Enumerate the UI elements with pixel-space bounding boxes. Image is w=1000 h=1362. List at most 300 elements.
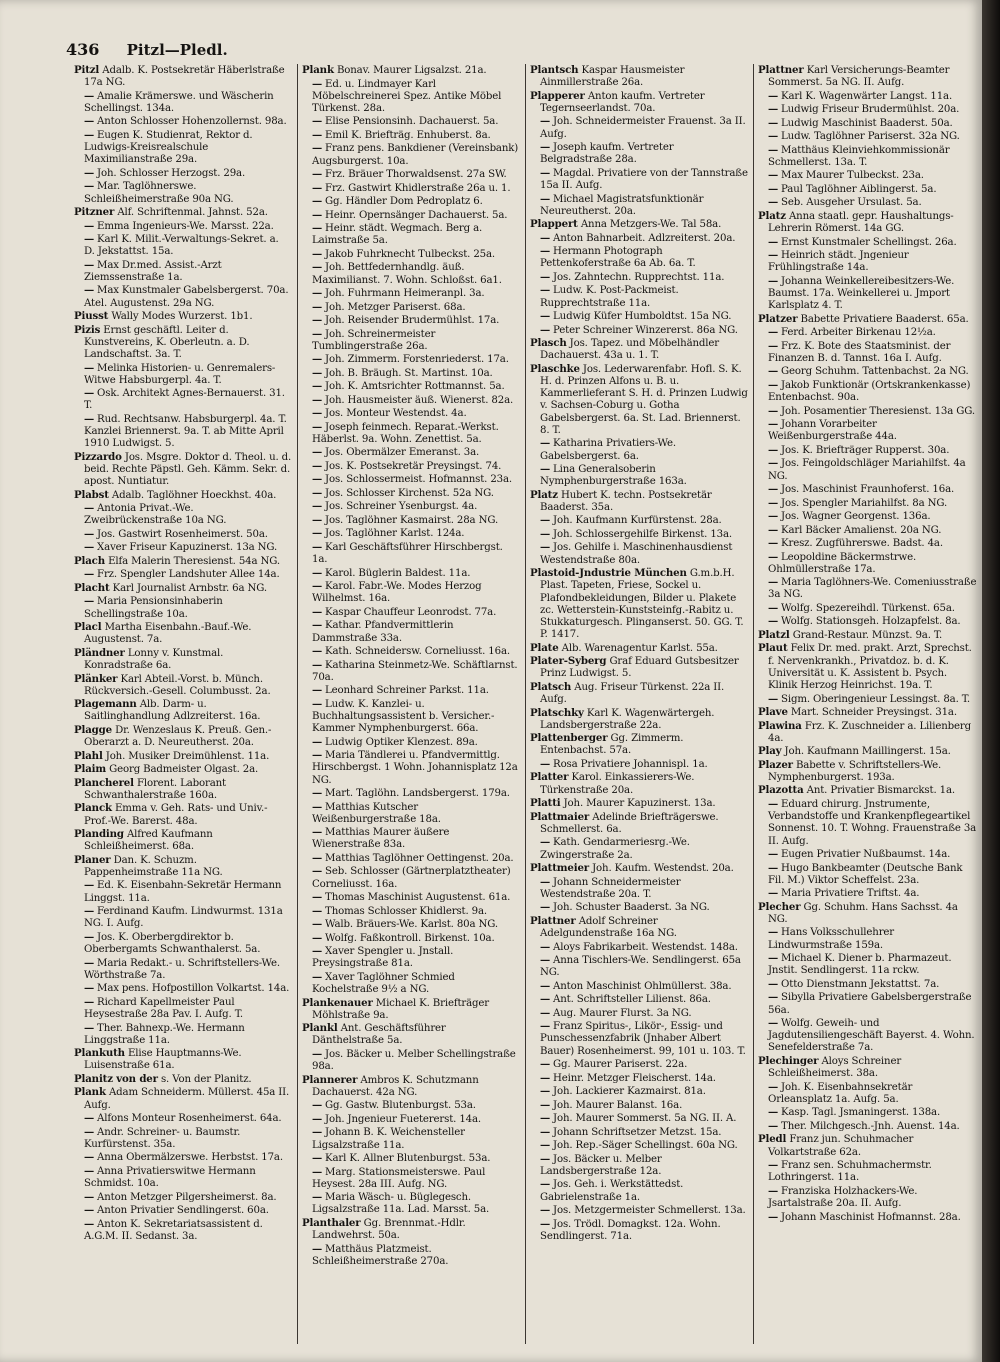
directory-entry [758,926,979,951]
entry-surname: Platti [530,797,561,810]
entry-details: Joh. Schuster Baaderst. 3a NG. [553,902,710,914]
entry-details: Lina Generalsoberin Nymphenburgerstraße 163a. [540,464,687,488]
directory-entry [74,115,292,128]
ditto-dash: — [768,235,779,248]
entry-details: Franz jun. Schuhmacher Volkartstraße 62a. [768,1134,914,1158]
entry-details: Leonhard Schreiner Parkst. 11a. [325,685,489,697]
entry-details: Jos. Msgre. Doktor d. Theol. u. d. beid. Rechte Päpstl. Geh. Kämm. Sekr. d. apost. Nuntiatur. [84,451,292,488]
ditto-dash: — [768,365,779,378]
directory-entry [302,1166,520,1191]
entry-details: Emma v. Geh. Rats- und Univ.-Prof.-We. Barerst. 48a. [84,803,268,827]
entry-details: Joh. Kaufm. Westendst. 20a. [592,863,734,875]
directory-entry [74,698,292,723]
ditto-dash: — [312,918,323,931]
ditto-dash: — [540,1125,551,1138]
directory-entry [74,582,292,595]
ditto-dash: — [84,1164,95,1177]
ditto-dash: — [312,142,323,155]
entry-details: Anton Bahnarbeit. Adlzreiterst. 20a. [553,232,736,244]
ditto-dash: — [768,601,779,614]
entry-details: Anton kaufm. Vertreter Tegernseerlandst. 70a. [540,90,705,114]
entry-details: Adolf Schreiner Adelgundenstraße 16a NG. [540,915,677,939]
entry-details: Adelinde Briefträgerswe. Schmellerst. 6a. [540,811,719,835]
entry-details: Sibylla Privatiere Gabelsbergerstraße 56a. [768,992,972,1016]
entry-details: Jos. Metzgermeister Schmellerst. 13a. [553,1205,746,1217]
entry-details: Joseph feinmech. Reparat.-Werkst. Häberlst. 9a. Wohn. Zenettist. 5a. [312,421,499,445]
ditto-dash: — [312,540,323,553]
entry-details: Jos. K. Briefträger Rupperst. 30a. [781,444,950,456]
ditto-dash: — [312,749,323,762]
entry-details: Anna Tischlers-We. Sendlingerst. 65a NG. [540,955,741,979]
entry-details: Karl Geschäftsführer Hirschbergst. 1a. [312,541,503,566]
entry-details: Jos. Gehilfe i. Maschinenhausdienst Westendstraße 80a. [540,542,733,566]
entry-details: Adalb. K. Postsekretär Häberlstraße 17a NG. [84,65,285,89]
ditto-dash: — [84,905,95,918]
directory-entry [302,182,520,195]
entry-details: Alb. Warenagentur Karlst. 55a. [561,642,718,654]
directory-entry [530,1007,748,1020]
ditto-dash: — [84,995,95,1008]
directory-entry [74,1112,292,1125]
ditto-dash: — [312,287,323,300]
directory-entry [530,541,748,566]
entry-surname: Planitz von der [74,1072,158,1085]
ditto-dash: — [540,1058,551,1071]
entry-details: Joh. Hausmeister äuß. Wienerst. 82a. [325,394,514,406]
directory-entry [302,1099,520,1112]
entry-details: Franz sen. Schuhmachermstr. Lothringerst. 11a. [768,1160,932,1184]
entry-details: Mar. Taglöhnerswe. Schleißheimerstraße 90a NG. [84,181,234,205]
ditto-dash: — [312,446,323,459]
entry-surname: Planding [74,828,124,841]
entry-details: Joh. K. Amtsrichter Rottmannst. 5a. [325,381,505,393]
directory-entry [302,460,520,473]
entry-details: Rosa Privatiere Johannispl. 1a. [553,758,708,770]
ditto-dash: — [540,310,551,323]
entry-details: Johann B. K. Weichensteller Ligsalzstraße 11a. [312,1127,465,1151]
directory-entry [530,1153,748,1178]
directory-entry [74,233,292,258]
directory-entry [74,167,292,180]
directory-entry [530,1020,748,1058]
entry-details: Jos. Tapez. und Möbelhändler Dachauerst. 43a u. 1. T. [540,338,719,362]
directory-entry [530,655,748,680]
entry-details: Joh. Fuhrmann Heimeranpl. 3a. [325,288,485,300]
directory-entry [302,527,520,540]
directory-entry [530,489,748,514]
entry-surname: Plagemann [74,698,137,711]
ditto-dash: — [312,1152,323,1165]
entry-details: Joh. Musiker Dreimühlenst. 11a. [105,750,270,762]
directory-entry [302,1152,520,1165]
entry-details: Jos. Feingoldschläger Mariahilfst. 4a NG. [768,458,966,482]
directory-entry [758,551,979,576]
entry-details: Georg Badmeister Olgast. 2a. [109,764,259,776]
entry-details: Frz. Spengler Landshuter Allee 14a. [97,569,280,581]
directory-entry [758,642,979,692]
directory-entry [530,771,748,796]
directory-entry [758,629,979,642]
entry-details: Joh. Lackierer Kazmairst. 81a. [553,1086,706,1098]
columns-container [74,64,979,1354]
ditto-dash: — [84,1190,95,1203]
directory-entry [74,324,292,362]
directory-entry [758,1120,979,1133]
directory-entry [302,1243,520,1268]
ditto-dash: — [312,327,323,340]
entry-details: Marg. Stationsmeisterswe. Paul Heysest. 28a III. Aufg. NG. [312,1166,486,1190]
ditto-dash: — [768,1119,779,1132]
directory-entry [74,1126,292,1151]
entry-details: Joh. Bettfedernhandlg. äuß. Maximilianst. 7. Wohn. Schloßst. 6a1. [312,262,502,286]
entry-details: Matthias Maurer äußere Wienerstraße 83a. [312,827,450,851]
entry-details: Jos. Schlosser Kirchenst. 52a NG. [325,487,494,499]
entry-details: Hugo Bankbeamter (Deutsche Bank Fil. M.) Viktor Scheffelst. 23a. [768,862,963,886]
ditto-dash: — [84,115,95,128]
directory-entry [758,103,979,116]
ditto-dash: — [540,1139,551,1152]
ditto-dash: — [768,339,779,352]
entry-details: Johanna Weinkellereibesitzers-We. Baumst. 17a. Weinkellerei u. Jmport Karlsplatz 4. T. [768,275,955,312]
ditto-dash: — [768,89,779,102]
entry-details: Joh. Kaufmann Maillingerst. 15a. [784,746,951,758]
entry-details: Matthias Taglöhner Oettingenst. 20a. [325,852,514,864]
entry-details: Kasp. Tagl. Jsmaningerst. 138a. [781,1107,941,1119]
ditto-dash: — [768,1210,779,1223]
ditto-dash: — [768,1159,779,1172]
directory-entry [74,451,292,489]
directory-entry [74,982,292,995]
directory-entry [74,1191,292,1204]
directory-entry [74,180,292,205]
ditto-dash: — [312,128,323,141]
directory-entry [758,706,979,719]
entry-details: Franziska Holzhackers-We. Jsartalstraße 20a. II. Aufg. [768,1185,918,1209]
entry-details: Jos. Taglöhner Kasmairst. 28a NG. [325,514,499,526]
entry-surname: Plaim [74,763,107,776]
ditto-dash: — [84,502,95,515]
entry-details: Jos. Maschinist Fraunhoferst. 16a. [781,484,955,496]
entry-details: Karl Abteil.-Vorst. b. Münch. Rückversich.-Gesell. Columbusst. 2a. [84,673,271,697]
ditto-dash: — [768,103,779,116]
directory-entry [758,576,979,601]
directory-entry [530,980,748,993]
directory-entry [302,394,520,407]
ditto-dash: — [84,982,95,995]
directory-entry [302,328,520,353]
directory-entry [74,206,292,219]
ditto-dash: — [312,619,323,632]
entry-details: Johann Schriftsetzer Metzst. 15a. [553,1126,722,1138]
directory-entry [74,129,292,167]
entry-details: Ferdinand Kaufm. Lindwurmst. 131a NG. I. Aufg. [84,906,283,930]
directory-entry [758,991,979,1016]
ditto-dash: — [312,486,323,499]
entry-details: Heinr. städt. Wegmach. Berg a. Laimstraße 5a. [312,223,483,247]
ditto-dash: — [540,514,551,527]
entry-surname: Placht [74,581,110,594]
directory-entry [758,130,979,143]
ditto-dash: — [540,231,551,244]
entry-details: Joh. Schlosser Herzogst. 29a. [97,167,246,179]
directory-entry [74,284,292,309]
entry-details: Michael K. Diener b. Pharmazeut. Jnstit. Sendlingerst. 11a rckw. [768,953,952,977]
ditto-dash: — [312,420,323,433]
directory-entry [530,836,748,861]
entry-details: Elise Pensionsinh. Dachauerst. 5a. [325,116,499,128]
book-edge [982,0,1000,1362]
directory-entry [758,759,979,784]
entry-details: Karl K. Milit.-Verwaltungs-Sekret. a. D. Jekstattst. 15a. [84,234,279,258]
ditto-dash: — [540,1217,551,1230]
entry-details: Peter Schreiner Winzererst. 86a NG. [553,324,738,336]
entry-surname: Plattenberger [530,732,608,745]
directory-entry [758,784,979,797]
ditto-dash: — [768,952,779,965]
directory-entry [74,931,292,956]
entry-details: Frz. Bräuer Thorwaldsenst. 27a SW. [325,169,507,181]
entry-surname: Plattmaier [530,810,590,823]
column-2 [302,64,520,1354]
directory-entry [530,1126,748,1139]
ditto-dash: — [540,1204,551,1217]
entry-details: Grand-Restaur. Münzst. 9a. T. [792,629,943,641]
entry-details: Ludw. Taglöhner Pariserst. 32a NG. [781,131,960,143]
ditto-dash: — [540,437,551,450]
entry-details: Joh. Maurer Kapuzinerst. 13a. [563,798,716,810]
entry-surname: Plattmeier [530,862,590,875]
ditto-dash: — [540,192,551,205]
ditto-dash: — [768,615,779,628]
entry-details: Aug. Maurer Flurst. 3a NG. [553,1007,692,1019]
ditto-dash: — [540,323,551,336]
entry-details: Dan. K. Schuzm. Pappenheimstraße 11a NG. [84,854,223,878]
directory-entry [530,811,748,836]
ditto-dash: — [312,393,323,406]
entry-details: Ludw. K. Post-Packmeist. Rupprechtstraße 11a. [540,285,679,309]
directory-entry [530,363,748,437]
directory-entry [530,232,748,245]
ditto-dash: — [84,412,95,425]
directory-entry [530,797,748,810]
column-3 [530,64,748,1354]
directory-entry [530,993,748,1006]
directory-entry [302,1126,520,1151]
directory-entry [758,497,979,510]
ditto-dash: — [768,523,779,536]
ditto-dash: — [312,735,323,748]
entry-surname: Plaschke [530,362,580,375]
entry-details: Wally Modes Wurzerst. 1b1. [111,311,253,323]
directory-entry [758,952,979,977]
directory-entry [302,287,520,300]
directory-entry [74,1165,292,1190]
ditto-dash: — [312,77,323,90]
ditto-dash: — [84,361,95,374]
directory-entry [302,142,520,167]
ditto-dash: — [768,1184,779,1197]
ditto-dash: — [312,1047,323,1060]
directory-entry [74,362,292,387]
entry-details: Lonny v. Kunstmal. Konradstraße 6a. [84,647,224,672]
ditto-dash: — [540,940,551,953]
entry-surname: Plecher [758,900,801,913]
entry-details: Anton Schlosser Hohenzollernst. 98a. [97,116,287,128]
entry-details: Maria Pensionsinhaberin Schellingstraße 10a. [84,596,223,620]
entry-details: Johann Maschinist Hofmannst. 28a. [781,1211,961,1223]
entry-details: Dr. Wenzeslaus K. Preuß. Gen.-Oberarzt a. D. Neureutherst. 20a. [84,724,272,749]
entry-details: Jos. K. Postsekretär Preysingst. 74. [325,460,502,472]
entry-details: Alfons Monteur Rosenheimerst. 64a. [97,1113,282,1125]
entry-details: Ant. Geschäftsführer Dänthelstraße 5a. [312,1023,446,1047]
entry-details: Elise Hauptmanns-We. Luisenstraße 61a. [84,1048,242,1072]
entry-details: Max pens. Hofpostillon Volkartst. 14a. [97,983,290,995]
entry-surname: Plastoid-Jndustrie München [530,567,687,580]
ditto-dash: — [312,580,323,593]
column-divider [297,64,298,1344]
directory-entry [530,642,748,655]
directory-entry [530,876,748,901]
entry-details: Karl Versicherungs-Beamter Sommerst. 5a NG. II. Aufg. [768,65,950,89]
directory-entry [530,915,748,940]
entry-details: Jos. K. Oberbergdirektor b. Oberbergamts Schwanthalerst. 5a. [84,931,261,956]
entry-details: Magdal. Privatiere von der Tannstraße 15a II. Aufg. [540,167,748,192]
directory-entry [302,248,520,261]
directory-entry [302,1217,520,1242]
entry-details: Hubert K. techn. Postsekretär Baaderst. 35a. [540,489,712,513]
directory-entry [530,337,748,362]
directory-entry [530,1085,748,1098]
directory-entry [74,647,292,672]
ditto-dash: — [540,875,551,888]
entry-details: Karl Bäcker Amalienst. 20a NG. [781,524,942,536]
entry-details: Eugen K. Studienrat, Rektor d. Ludwigs-Kreisrealschule Maximilianstraße 29a. [84,129,253,166]
ditto-dash: — [312,473,323,486]
entry-surname: Plasch [530,337,567,350]
entry-details: Jos. Spengler Mariahilfst. 8a NG. [781,497,948,509]
directory-entry [74,90,292,115]
entry-details: s. Von der Planitz. [160,1073,252,1085]
entry-surname: Platzl [758,628,790,641]
entry-surname: Pledl [758,1133,787,1146]
ditto-dash: — [312,684,323,697]
directory-entry [758,117,979,130]
ditto-dash: — [768,848,779,861]
ditto-dash: — [312,1112,323,1125]
directory-entry [758,275,979,313]
entry-details: Ludwig Maschinist Baaderst. 50a. [781,117,953,129]
entry-surname: Platzer [758,312,798,325]
entry-details: Wolfg. Stationsgeh. Holzapfelst. 8a. [781,616,961,628]
ditto-dash: — [768,692,779,705]
directory-entry [530,310,748,323]
entry-details: Karl K. Wagenwärtergeh. Landsbergerstraße 22a. [540,707,715,731]
directory-entry [302,314,520,327]
directory-entry [530,1178,748,1203]
ditto-dash: — [312,800,323,813]
entry-details: Maria Redakt.- u. Schriftstellers-We. Wörthstraße 7a. [84,957,280,981]
entry-details: Alb. Darm- u. Saitlinghandlung Adlzreiterst. 16a. [84,699,261,723]
ditto-dash: — [312,353,323,366]
directory-entry [302,421,520,446]
directory-entry [74,387,292,412]
directory-entry [302,446,520,459]
entry-details: Katharina Steinmetz-We. Schäftlarnst. 70a. [312,659,518,683]
entry-details: Heinr. Opernsänger Dachauerst. 5a. [325,209,508,221]
entry-details: Ther. Bahnexp.-We. Hermann Linggstraße 11a. [84,1022,245,1046]
ditto-dash: — [768,378,779,391]
entry-details: Kath. Gendarmeriesrg.-We. Zwingerstraße 2a. [540,837,690,861]
entry-details: Ed. K. Eisenbahn-Sekretär Hermann Linggst. 11a. [84,880,282,904]
entry-details: Anna staatl. gepr. Haushaltungs-Lehrerin Römerst. 14a GG. [768,210,954,235]
entry-details: Karl Journalist Arnbstr. 6a NG. [112,582,267,594]
directory-entry [74,568,292,581]
directory-entry [530,284,748,309]
entry-details: Joh. Kaufmann Kurfürstenst. 28a. [553,515,722,527]
directory-entry [758,483,979,496]
directory-entry [530,271,748,284]
ditto-dash: — [768,991,779,1004]
ditto-dash: — [84,233,95,246]
directory-entry [302,619,520,644]
entry-details: Joh. Zimmerm. Forstenriederst. 17a. [325,354,509,366]
ditto-dash: — [768,1080,779,1093]
entry-details: Jos. Gastwirt Rosenheimerst. 50a. [97,528,268,540]
directory-entry [530,732,748,757]
entry-details: Karol. Einkassierers-We. Türkenstraße 20a. [540,772,695,796]
ditto-dash: — [84,1204,95,1217]
ditto-dash: — [312,181,323,194]
running-head: Pitzl—Pledl. [126,41,228,59]
ditto-dash: — [84,930,95,943]
entry-details: Johann Vorarbeiter Weißenburgerstraße 44a. [768,419,897,443]
ditto-dash: — [540,245,551,258]
entry-surname: Plank [74,1086,106,1099]
directory-entry [758,862,979,887]
ditto-dash: — [84,219,95,232]
ditto-dash: — [768,510,779,523]
directory-entry [530,1218,748,1243]
ditto-dash: — [540,757,551,770]
directory-entry [758,1211,979,1224]
directory-entry [302,261,520,286]
entry-details: Jos. Monteur Westendst. 4a. [325,408,467,420]
entry-details: Matthäus Kleinviehkommissionär Schmellerst. 13a. T. [768,144,950,168]
ditto-dash: — [312,500,323,513]
ditto-dash: — [312,891,323,904]
ditto-dash: — [768,404,779,417]
ditto-dash: — [84,89,95,102]
entry-surname: Plate [530,641,559,654]
entry-details: Xaver Friseur Kapuzinerst. 13a NG. [97,542,278,554]
entry-details: Bonav. Maurer Ligsalzst. 21a. [336,65,487,76]
entry-details: Emil K. Briefträg. Enhuberst. 8a. [325,129,491,141]
entry-details: Kresz. Zugführerswe. Badst. 4a. [781,538,943,550]
directory-entry [302,78,520,116]
entry-details: Jos. Schreiner Ysenburgst. 4a. [325,501,478,513]
entry-details: Kathar. Pfandvermittlerin Dammstraße 33a. [312,620,454,644]
directory-entry [302,645,520,658]
column-1 [74,64,292,1354]
entry-surname: Plankenauer [302,996,373,1009]
entry-details: Joh. Schneidermeister Frauenst. 3a II. Aufg. [540,116,746,140]
directory-entry [302,932,520,945]
entry-details: Joh. Rep.-Säger Schellingst. 60a NG. [553,1140,738,1152]
directory-entry [758,340,979,365]
directory-entry [302,64,520,77]
entry-surname: Platz [530,488,558,501]
entry-details: Ed. u. Lindmayer Karl Möbelschreinerei Spez. Antike Möbel Türkenst. 28a. [312,78,502,114]
